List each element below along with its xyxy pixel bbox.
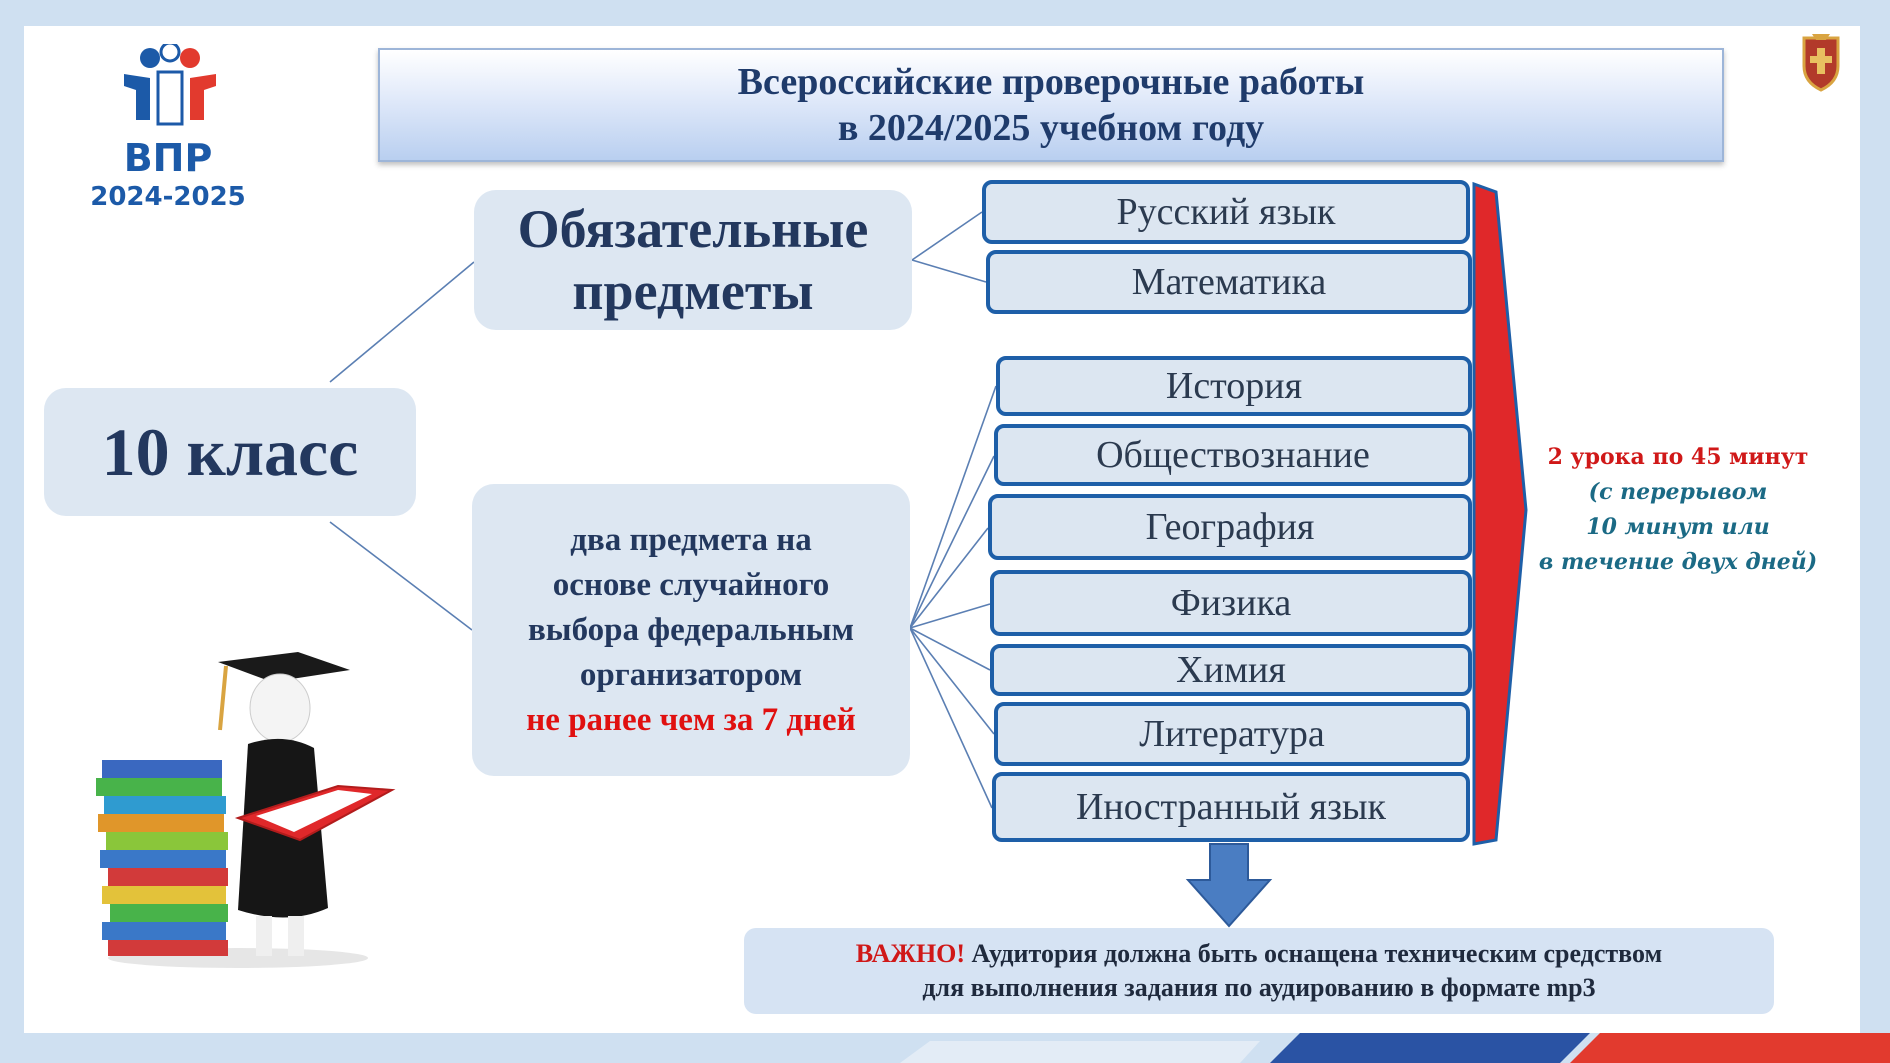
important-line-1 bbox=[856, 937, 1662, 971]
optional-subjects-box bbox=[472, 484, 910, 776]
optional-line-3: выбора федеральным bbox=[527, 611, 854, 648]
optional-line-1: два предмета на bbox=[570, 521, 812, 558]
important-text-1: Аудитория должна быть оснащена техническим средством bbox=[971, 939, 1663, 968]
mandatory-line-1: Обязательные bbox=[517, 199, 869, 259]
logo-title: ВПР bbox=[123, 136, 213, 180]
important-notice bbox=[744, 928, 1774, 1014]
graduate-with-books-illustration bbox=[88, 640, 408, 970]
subject-foreign-language: Иностранный язык bbox=[992, 772, 1470, 842]
subject-social-studies: Обществознание bbox=[994, 424, 1472, 486]
mandatory-subjects-box bbox=[474, 190, 912, 330]
duration-line-1: 2 урока по 45 минут bbox=[1547, 444, 1809, 470]
vpr-logo bbox=[78, 44, 258, 214]
duration-note bbox=[1528, 440, 1828, 580]
subject-chemistry: Химия bbox=[990, 644, 1472, 696]
subject-russian: Русский язык bbox=[982, 180, 1470, 244]
coat-of-arms-icon bbox=[1798, 32, 1844, 92]
mandatory-line-2: предметы bbox=[572, 261, 814, 321]
right-arrow-icon bbox=[1470, 180, 1530, 848]
subject-history: История bbox=[996, 356, 1472, 416]
subject-physics: Физика bbox=[990, 570, 1472, 636]
title-banner bbox=[378, 48, 1724, 162]
optional-line-4: организатором bbox=[579, 656, 803, 693]
important-label: ВАЖНО! bbox=[855, 939, 966, 968]
subject-geography: География bbox=[988, 494, 1472, 560]
important-text-2: для выполнения задания по аудированию в формате mp3 bbox=[922, 973, 1596, 1002]
duration-line-3: 10 минут или bbox=[1586, 514, 1770, 540]
subject-literature: Литература bbox=[994, 702, 1470, 766]
optional-deadline: не ранее чем за 7 дней bbox=[526, 701, 856, 738]
subject-math: Математика bbox=[986, 250, 1472, 314]
title-line-1: Всероссийские проверочные работы bbox=[737, 61, 1365, 103]
duration-line-4: в течение двух дней) bbox=[1538, 549, 1818, 575]
grade-label: 10 класс bbox=[44, 388, 416, 516]
people-logo-icon bbox=[78, 44, 258, 134]
down-arrow-icon bbox=[1184, 842, 1274, 928]
optional-line-2: основе случайного bbox=[552, 566, 830, 603]
logo-years: 2024-2025 bbox=[90, 182, 246, 212]
title-line-2: в 2024/2025 учебном году bbox=[837, 107, 1265, 149]
duration-line-2: (с перерывом bbox=[1588, 479, 1768, 505]
